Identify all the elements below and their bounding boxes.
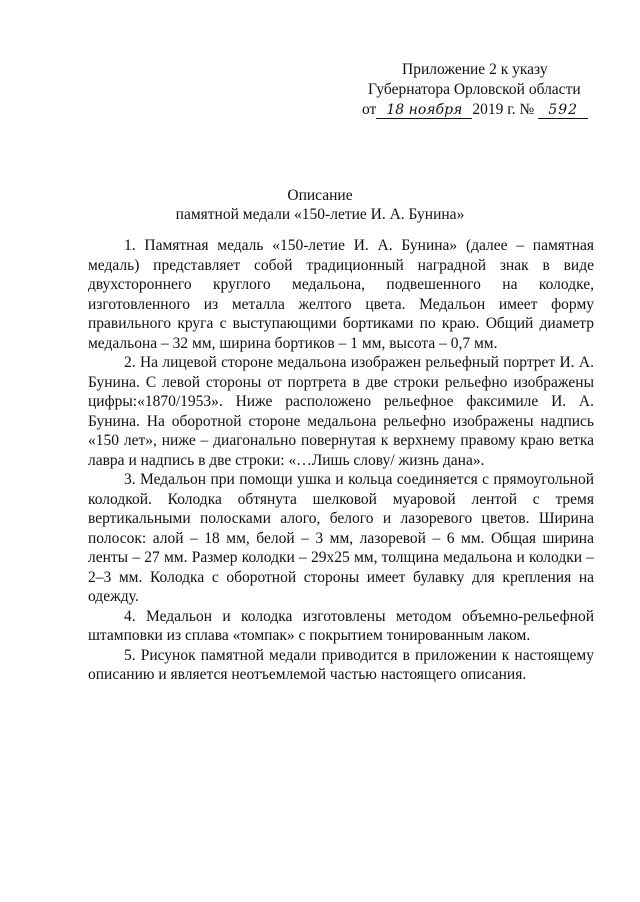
handwritten-date: 18 ноября <box>376 103 472 119</box>
paragraph-4: 4. Медальон и колодка изготовлены методом объемно-рельефной штамповки из сплава «томпак» с покрытием тонированным лаком. <box>88 607 594 644</box>
appendix-header <box>362 60 602 120</box>
paragraph-5: 5. Рисунок памятной медали приводится в приложении к настоящему описанию и является неотъемлемой частью настоящего описания. <box>88 646 594 683</box>
year-and-number-label: 2019 г. № <box>472 101 535 118</box>
appendix-line-1: Приложение 2 к указу <box>402 61 548 78</box>
paragraph-3: 3. Медальон при помощи ушка и кольца соединяется с прямоугольной колодкой. Колодка обтянута шелковой муаровой лентой с тремя вертикальными полосками алого, белого и лазоревого цветов. Ширина полосок: алой – 18 мм, белой – 3 мм, лазоревой – 6 мм. Общая ширина ленты – 27 мм. Размер колодки – 29х25 мм, толщина медальона и колодки – 2–3 мм. Колодка с оборотной стороны имеет булавку для крепления на одежду. <box>88 471 594 605</box>
appendix-line-2: Губернатора Орловской области <box>368 81 581 98</box>
document-title: Описание <box>287 187 353 204</box>
handwritten-number: 592 <box>538 103 588 119</box>
document-body <box>88 236 594 685</box>
appendix-date-line <box>362 100 602 120</box>
paragraph-2: 2. На лицевой стороне медальона изображен рельефный портрет И. А. Бунина. С левой стороны от портрета в две строки рельефно изображены цифры:«1870/1953». Ниже расположено рельефное факсимиле И. А. Бунина. На оборотной стороне медальона рельефно изображены надпись «150 лет», ниже – диагонально повернутая к верхнему правому краю ветка лавра и надпись в две строки: «…Лишь слову/ жизнь дана». <box>88 354 594 469</box>
date-prefix: от <box>362 101 377 118</box>
document-subtitle: памятной медали «150-летие И. А. Бунина» <box>175 206 465 223</box>
paragraph-1: 1. Памятная медаль «150-летие И. А. Бунина» (далее – памятная медаль) представляет собой традиционный наградной знак в виде двухстороннего круглого медальона, подвешенного на колодке, изготовленного из металла желтого цвета. Медальон имеет форму правильного круга с выступающими бортиками по краю. Общий диаметр медальона – 32 мм, ширина бортиков – 1 мм, высота – 0,7 мм. <box>88 237 594 352</box>
